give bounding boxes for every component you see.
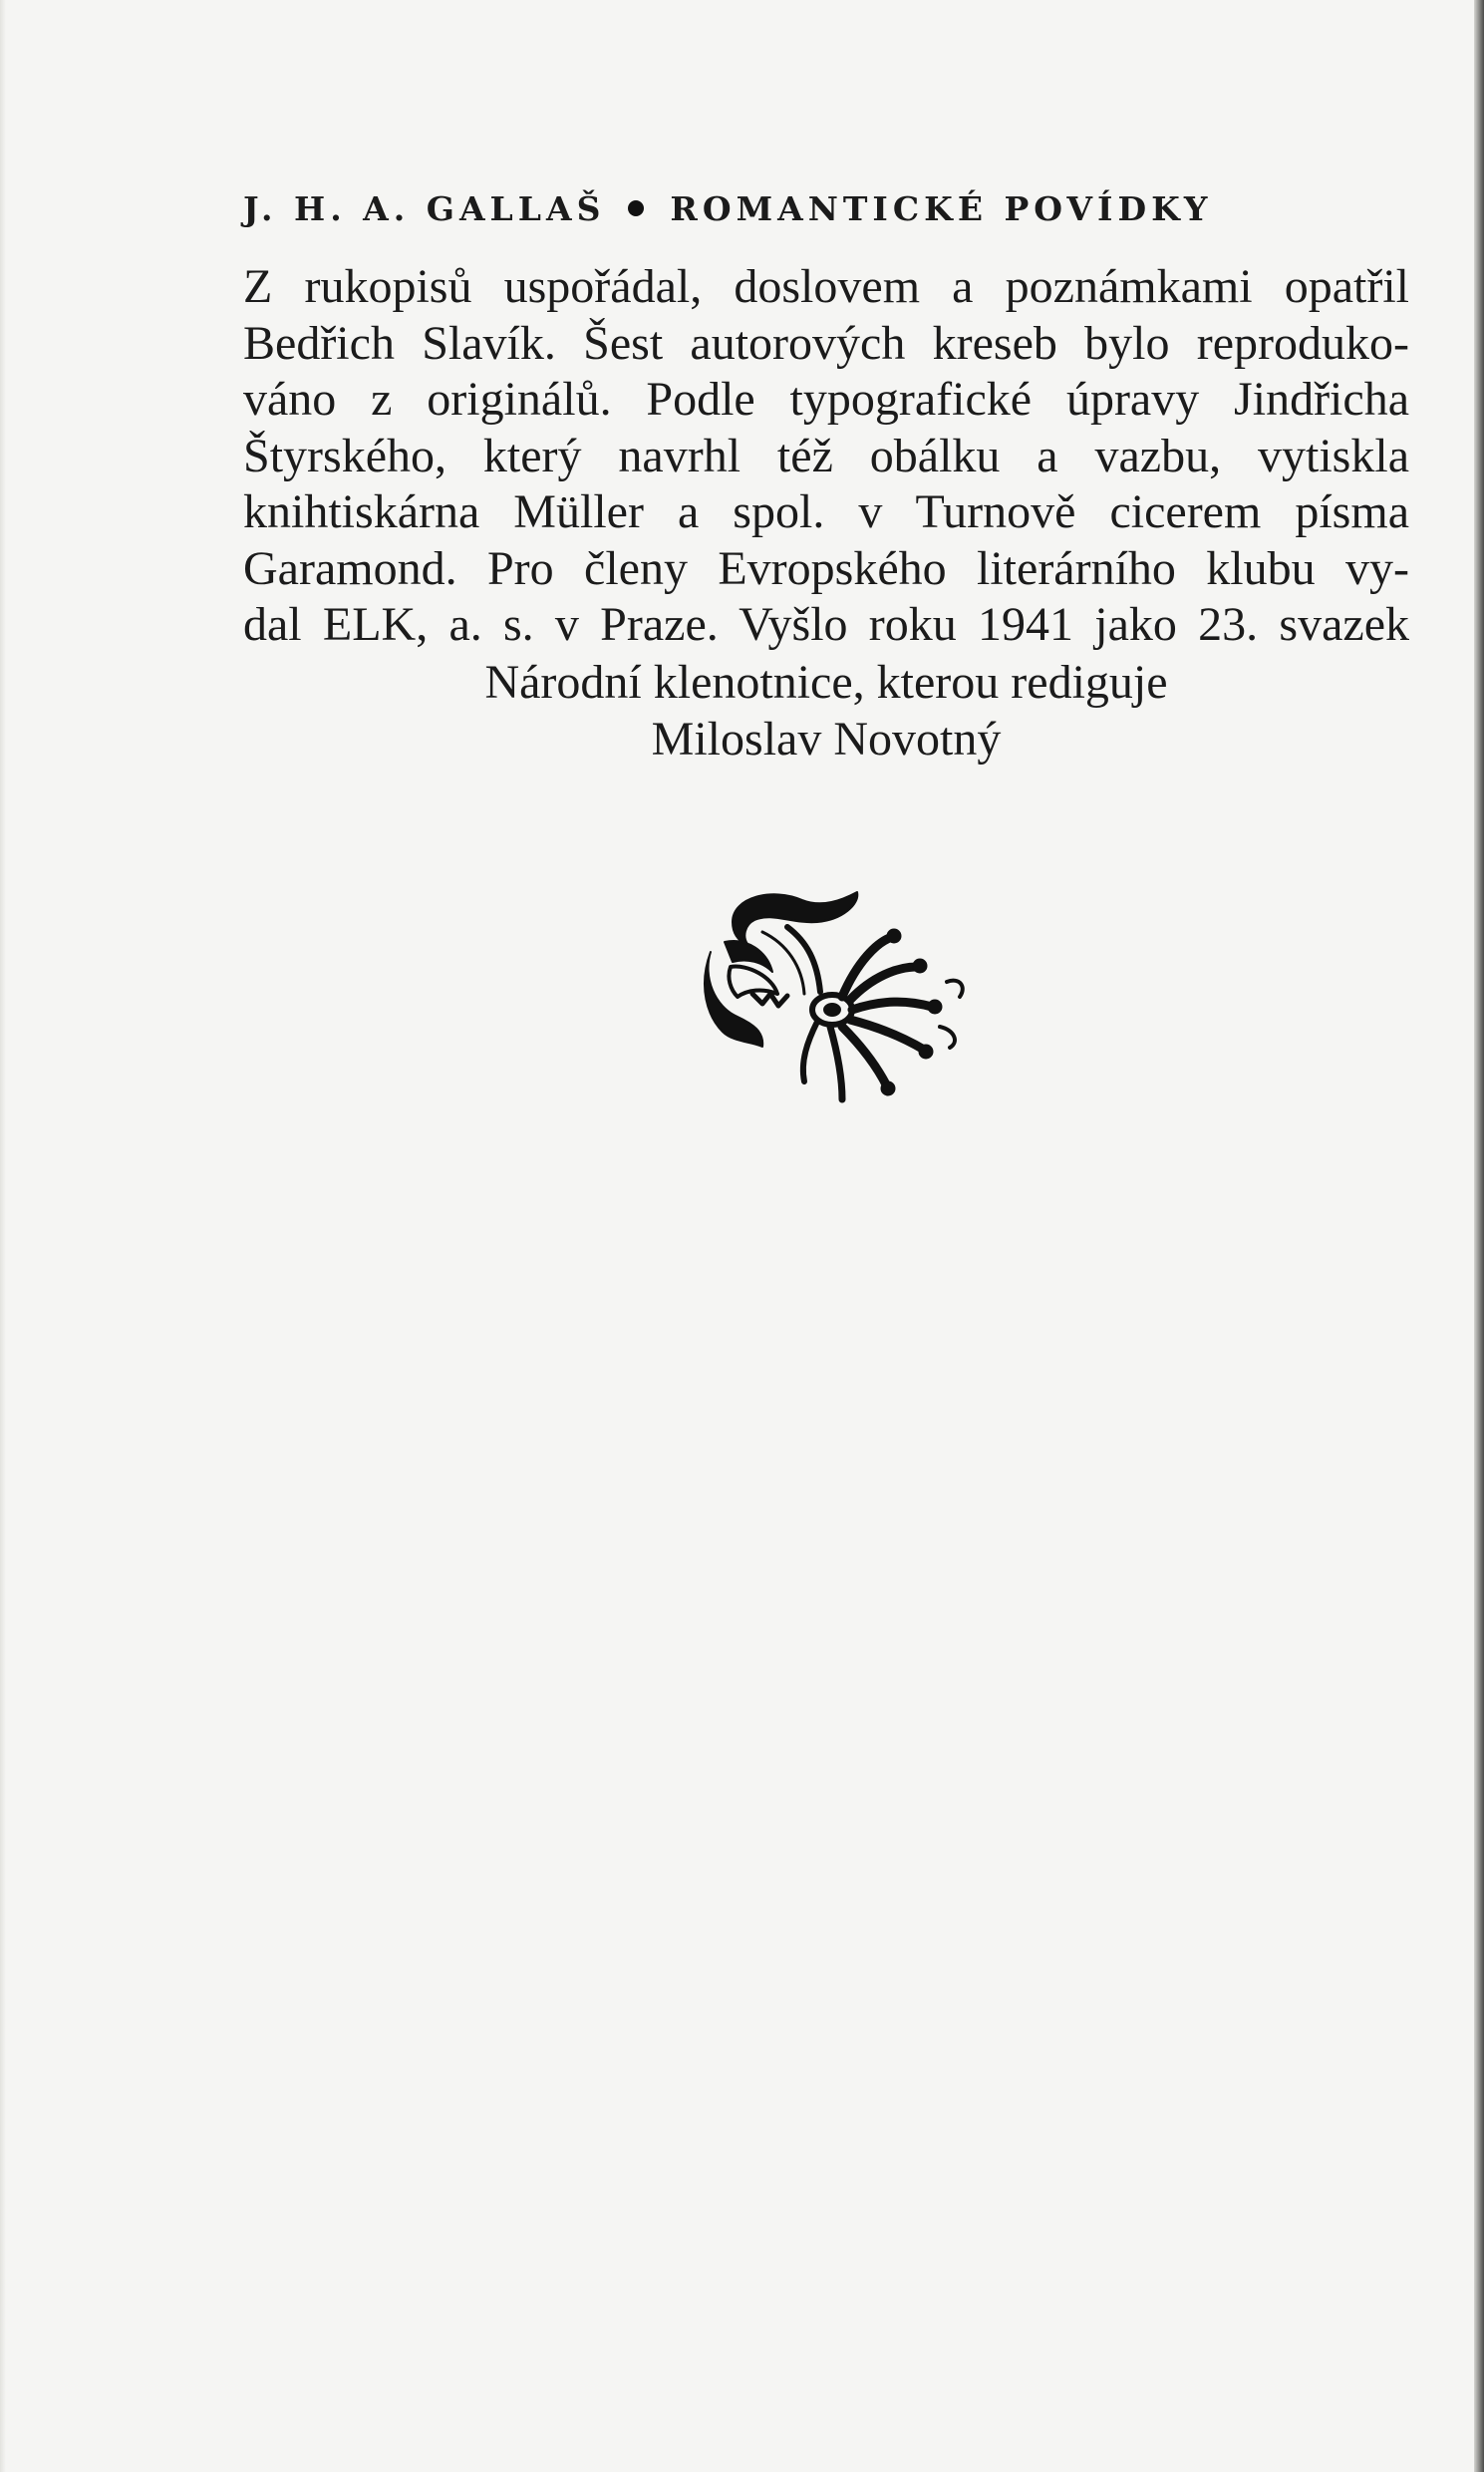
colophon-line: váno z originálů. Podle typografické úpravy Jindřicha (243, 373, 1409, 426)
colophon-line: Štyrského, který navrhl též obálku a vazbu, vytiskla (243, 429, 1409, 482)
colophon-line: Z rukopisů uspořádal, doslovem a poznámkami opatřil (243, 260, 1409, 313)
colophon-line: knihtiskárna Müller a spol. v Turnově cicerem písma (243, 485, 1409, 538)
page-gutter-shade (0, 0, 6, 2472)
colophon-line: dal ELK, a. s. v Praze. Vyšlo roku 1941 jako 23. svazek (243, 598, 1409, 651)
page-edge (1474, 0, 1484, 2472)
series-line: Národní klenotnice, kterou rediguje (484, 655, 1168, 709)
colophon-paragraph (243, 259, 1409, 654)
colophon-line: Garamond. Pro členy Evropského literárního klubu vy- (243, 541, 1409, 595)
running-head-title: ROMANTICKÉ POVÍDKY (670, 189, 1213, 228)
bullet-separator-icon (628, 200, 644, 216)
colophon-line: Bedřich Slavík. Šest autorových kreseb bylo reproduko- (243, 316, 1409, 370)
running-head-author: J. H. A. GALLAŠ (243, 189, 606, 228)
rococo-shell-ornament-icon (693, 882, 972, 1106)
editor-line: Miloslav Novotný (651, 712, 1002, 766)
running-head (243, 185, 1409, 233)
colophon-block (243, 185, 1409, 768)
